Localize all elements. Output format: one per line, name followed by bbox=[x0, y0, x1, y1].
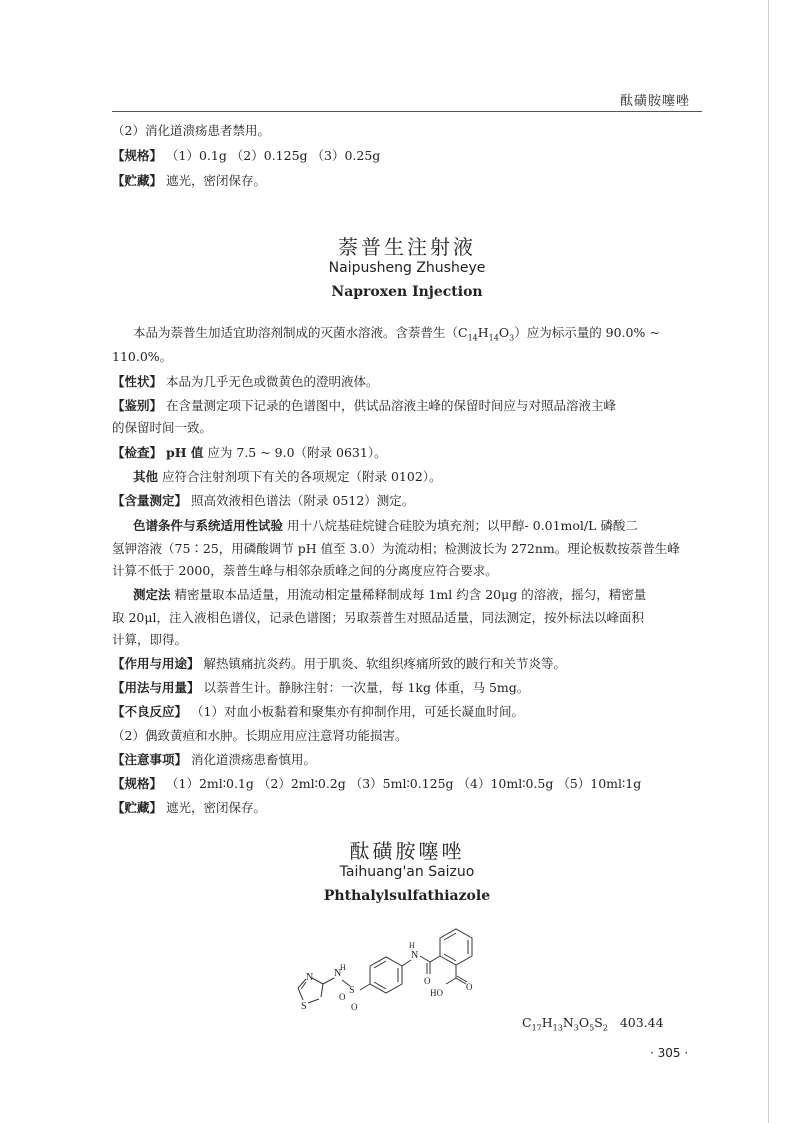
formula-sub: 3 bbox=[573, 1023, 579, 1033]
intro-sub: 14 bbox=[488, 333, 499, 343]
formula-sub: 13 bbox=[552, 1023, 563, 1033]
intro-part: O bbox=[498, 325, 510, 340]
atom-label: H bbox=[340, 963, 346, 972]
atom-label: S bbox=[349, 985, 355, 996]
atom-label: O bbox=[351, 1002, 358, 1012]
identification-label: 【鉴别】 bbox=[112, 398, 163, 413]
phthalyl-title-en: Phthalylsulfathiazole bbox=[323, 888, 491, 904]
ph-label: pH 值 bbox=[166, 445, 204, 460]
assay-text: 照高效液相色谱法（附录 0512）测定。 bbox=[191, 493, 415, 508]
naproxen-chromatography bbox=[133, 516, 638, 536]
header-rule bbox=[112, 111, 702, 112]
formula-part: H bbox=[541, 1015, 553, 1030]
naproxen-identification bbox=[112, 396, 616, 416]
atom-label: N bbox=[334, 968, 342, 979]
chromatography-label: 色谱条件与系统适用性试验 bbox=[133, 518, 284, 533]
naproxen-assay bbox=[112, 491, 414, 511]
spec-text: （1）2ml∶0.1g （2）2ml∶0.2g （3）5ml∶0.125g （4）10ml∶0.5g （5）10ml∶1g bbox=[166, 776, 642, 791]
atom-label: O bbox=[466, 982, 473, 992]
intro-part: H bbox=[477, 325, 489, 340]
formula-part: C bbox=[522, 1015, 532, 1030]
naproxen-procedure-line2: 取 20μl，注入液相色谱仪，记录色谱图；另取萘普生对照品适量，同法测定，按外标法以峰面积 bbox=[112, 610, 645, 625]
other-label: 其他 bbox=[133, 469, 159, 484]
adverse-label: 【不良反应】 bbox=[112, 704, 188, 719]
naproxen-title-cn: 萘普生注射液 bbox=[338, 235, 476, 259]
storage-text: 遮光，密闭保存。 bbox=[166, 800, 267, 815]
atom-label: N bbox=[306, 972, 314, 983]
naproxen-procedure-line3: 计算，即得。 bbox=[112, 632, 188, 647]
naproxen-adverse bbox=[112, 702, 524, 722]
dosage-text: 以萘普生计。静脉注射：一次量，每 1kg 体重，马 5mg。 bbox=[203, 680, 530, 695]
prev-storage-text: 遮光，密闭保存。 bbox=[166, 173, 267, 188]
naproxen-spec bbox=[112, 774, 641, 794]
intro-part: 本品为萘普生加适宜助溶剂制成的灭菌水溶液。含萘普生（C bbox=[133, 325, 468, 340]
precautions-label: 【注意事项】 bbox=[112, 752, 188, 767]
intro-sub: 14 bbox=[467, 333, 478, 343]
dosage-label: 【用法与用量】 bbox=[112, 680, 200, 695]
naproxen-description bbox=[112, 372, 379, 392]
adverse-text: （1）对血小板黏着和聚集亦有抑制作用，可延长凝血时间。 bbox=[191, 704, 524, 719]
assay-label: 【含量测定】 bbox=[112, 493, 188, 508]
procedure-label: 测定法 bbox=[133, 587, 171, 602]
atom-label: N bbox=[411, 950, 419, 961]
atom-label: HO bbox=[430, 988, 443, 998]
formula-sub: 5 bbox=[589, 1023, 595, 1033]
ph-text: 应为 7.5 ~ 9.0（附录 0631）。 bbox=[207, 445, 387, 460]
page-edge-line bbox=[768, 0, 769, 1123]
formula-part: O bbox=[578, 1015, 590, 1030]
naproxen-adverse-line2: （2）偶致黄疸和水肿。长期应用应注意肾功能损害。 bbox=[112, 728, 408, 743]
atom-label: H bbox=[409, 941, 415, 950]
phthalyl-title-cn: 酞磺胺噻唑 bbox=[349, 839, 465, 863]
action-text: 解热镇痛抗炎药。用于肌炎、软组织疼痛所致的跛行和关节炎等。 bbox=[203, 656, 567, 671]
prev-spec-label: 【规格】 bbox=[112, 148, 163, 163]
naproxen-identification-line2: 的保留时间一致。 bbox=[112, 420, 213, 435]
identification-text: 在含量测定项下记录的色谱图中，供试品溶液主峰的保留时间应与对照品溶液主峰 bbox=[166, 398, 617, 413]
formula-part: N bbox=[562, 1015, 574, 1030]
prev-spec bbox=[112, 146, 380, 166]
naproxen-title-pinyin: Naipusheng Zhusheye bbox=[328, 260, 486, 276]
description-text: 本品为几乎无色或微黄色的澄明液体。 bbox=[166, 374, 379, 389]
prev-storage-label: 【贮藏】 bbox=[112, 173, 163, 188]
atom-label: S bbox=[301, 1001, 307, 1012]
naproxen-action bbox=[112, 654, 566, 674]
description-label: 【性状】 bbox=[112, 374, 163, 389]
phthalyl-title-pinyin: Taihuang'an Saizuo bbox=[339, 864, 475, 880]
naproxen-other bbox=[133, 467, 442, 487]
formula-sub: 17 bbox=[531, 1023, 542, 1033]
intro-part: ）应为标示量的 90.0% ~ bbox=[514, 325, 660, 340]
naproxen-tests bbox=[112, 443, 387, 463]
structure-diagram bbox=[290, 924, 490, 1018]
atom-label: O bbox=[339, 992, 346, 1002]
naproxen-intro bbox=[133, 323, 660, 349]
precautions-text: 消化道溃疡患畜慎用。 bbox=[191, 752, 317, 767]
naproxen-procedure bbox=[133, 585, 646, 605]
naproxen-precautions bbox=[112, 750, 316, 770]
naproxen-storage bbox=[112, 798, 266, 818]
formula-part: S bbox=[594, 1015, 603, 1030]
intro-sub: 3 bbox=[509, 333, 515, 343]
prev-contra-item-2: （2）消化道溃疡患者禁用。 bbox=[112, 123, 270, 138]
naproxen-chromatography-line2: 氢钾溶液（75∶25，用磷酸调节 pH 值至 3.0）为流动相；检测波长为 272nm。理论板数按萘普生峰 bbox=[112, 541, 680, 556]
running-header: 酞磺胺噻唑 bbox=[619, 94, 690, 109]
action-label: 【作用与用途】 bbox=[112, 656, 200, 671]
other-text: 应符合注射剂项下有关的各项规定（附录 0102）。 bbox=[162, 469, 442, 484]
page-number: · 305 · bbox=[650, 1046, 689, 1060]
formula-sub: 2 bbox=[602, 1023, 608, 1033]
tests-label: 【检查】 bbox=[112, 445, 163, 460]
molecular-weight: 403.44 bbox=[619, 1015, 664, 1030]
prev-storage bbox=[112, 171, 266, 191]
procedure-text: 精密量取本品适量，用流动相定量稀释制成每 1ml 约含 20μg 的溶液，摇匀，精密量 bbox=[174, 587, 647, 602]
naproxen-title-en: Naproxen Injection bbox=[331, 284, 483, 300]
naproxen-intro-line2: 110.0%。 bbox=[112, 349, 173, 364]
spec-label: 【规格】 bbox=[112, 776, 163, 791]
naproxen-dosage bbox=[112, 678, 529, 698]
naproxen-chromatography-line3: 计算不低于 2000，萘普生峰与相邻杂质峰之间的分离度应符合要求。 bbox=[112, 563, 498, 578]
chromatography-text: 用十八烷基硅烷键合硅胶为填充剂；以甲醇- 0.01mol/L 磷酸二 bbox=[287, 518, 638, 533]
molecular-formula bbox=[522, 1015, 664, 1033]
atom-label: O bbox=[424, 976, 431, 986]
prev-spec-text: （1）0.1g （2）0.125g （3）0.25g bbox=[166, 148, 381, 163]
storage-label: 【贮藏】 bbox=[112, 800, 163, 815]
